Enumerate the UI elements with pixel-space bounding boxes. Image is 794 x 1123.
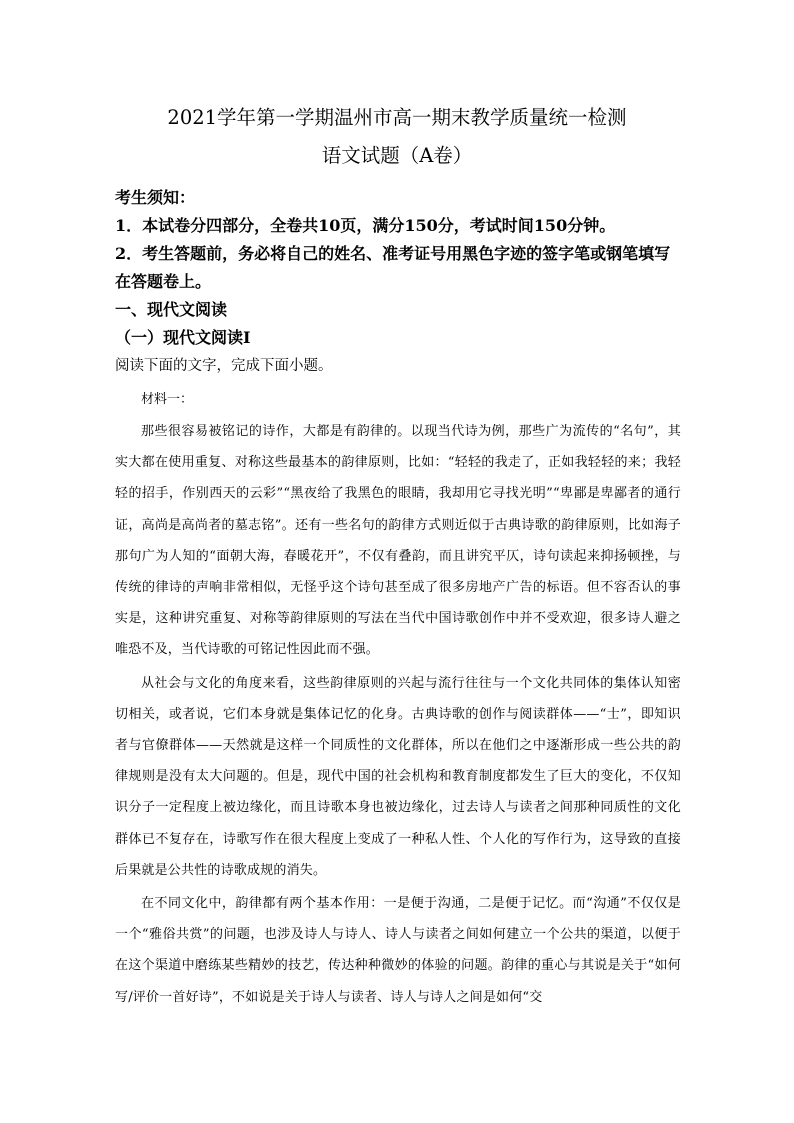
notice-item-1: 1．本试卷分四部分，全卷共10页，满分150分，考试时间150分钟。 — [115, 216, 616, 235]
material-paragraph-2: 从社会与文化的角度来看，这些韵律原则的兴起与流行往往与一个文化共同体的集体认知密切相关，或者说，它们本身就是集体记忆的化身。古典诗歌的创作与阅读群体——“士”，即知识者与官僚群体——天然就是这样一个同质性的文化群体，所以在他们之中逐渐形成一些公共的韵律规则是没有太大问题的。但是，现代中国的社会机构和教育制度都发生了巨大的变化，不仅知识分子一定程度上被边缘化，而且诗歌本身也被边缘化，过去诗人与读者之间那种同质性的文化群体已不复存在，诗歌写作在很大程度上变成了一种私人性、个人化的写作行为，这导致的直接后果就是公共性的诗歌成规的消失。 — [115, 675, 681, 878]
notice-item-2: 2．考生答题前，务必将自己的姓名、准考证号用黑色字迹的签字笔或钢笔填写在答题卷上。 — [115, 244, 671, 291]
section-subheading: （一）现代文阅读Ⅰ — [115, 328, 251, 347]
exam-title: 2021学年第一学期温州市高一期末教学质量统一检测 — [167, 106, 627, 129]
material-paragraph-1: 那些很容易被铭记的诗作，大都是有韵律的。以现当代诗为例，那些广为流传的“名句”，其实大都在使用重复、对称这些最基本的韵律原则，比如：“轻轻的我走了，正如我轻轻的来；我轻轻的招手，作别西天的云彩”“黑夜给了我黑色的眼睛，我却用它寻找光明”“卑鄙是卑鄙者的通行证，高尚是高尚者的墓志铭”。还有一些名句的韵律方式则近似于古典诗歌的韵律原则，比如海子那句广为人知的“面朝大海，春暖花开”，不仅有叠韵，而且讲究平仄，诗句读起来抑扬顿挫，与传统的律诗的声响非常相似，无怪乎这个诗句甚至成了很多房地产广告的标语。但不容否认的事实是，这种讲究重复、对称等韵律原则的写法在当代中国诗歌创作中并不受欢迎，很多诗人避之唯恐不及，当代诗歌的可铭记性因此而不强。 — [115, 424, 681, 658]
notice-heading: 考生须知： — [115, 188, 196, 207]
section-heading: 一、现代文阅读 — [115, 300, 228, 319]
material-paragraph-3: 在不同文化中，韵律都有两个基本作用：一是便于沟通，二是便于记忆。而“沟通”不仅仅是一个“雅俗共赏”的问题，也涉及诗人与诗人、诗人与读者之间如何建立一个公共的渠道，以便于在这个渠道中磨练某些精妙的技艺，传达种种微妙的体验的问题。韵律的重心与其说是关于“如何写/评价一首好诗”，不如说是关于诗人与读者、诗人与诗人之间是如何“交 — [115, 896, 681, 1005]
reading-instruction: 阅读下面的文字，完成下面小题。 — [115, 358, 333, 374]
exam-subtitle: 语文试题（A卷） — [321, 144, 473, 167]
material-label: 材料一： — [141, 392, 194, 407]
reading-material — [115, 384, 681, 1013]
